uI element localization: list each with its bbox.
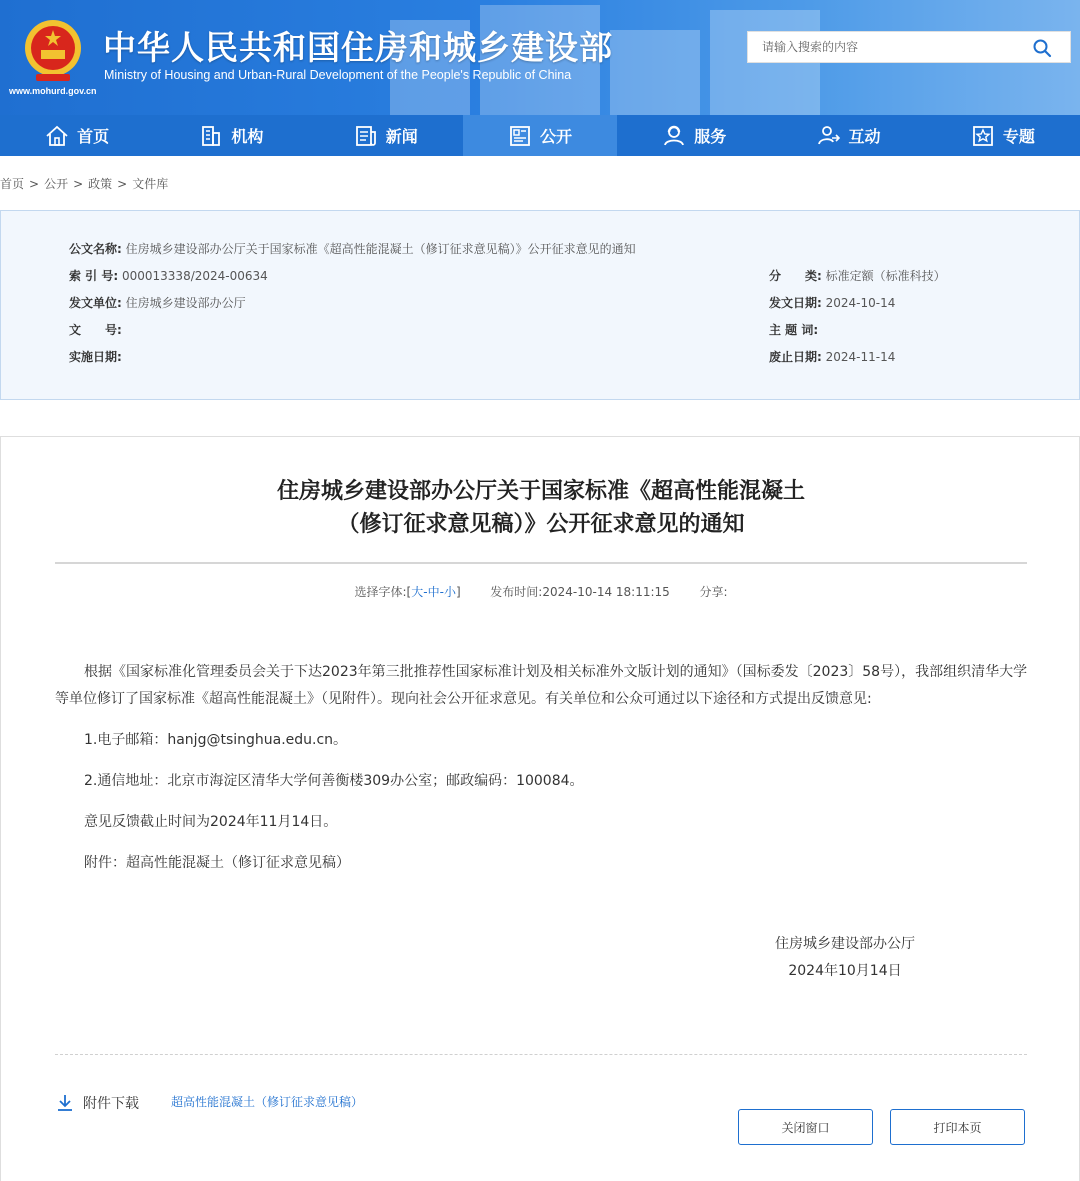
meta-category bbox=[769, 267, 946, 284]
meta-label: 废止日期: bbox=[769, 350, 822, 364]
title-divider bbox=[55, 562, 1027, 564]
nav-label: 机构 bbox=[231, 127, 264, 146]
attachment-download bbox=[55, 1093, 139, 1113]
nav-item-org[interactable] bbox=[154, 115, 308, 156]
nav-item-topic[interactable] bbox=[926, 115, 1080, 156]
meta-label: 主 题 词: bbox=[769, 323, 819, 337]
meta-value: 2024-11-14 bbox=[825, 350, 896, 364]
font-large-link[interactable]: 大 bbox=[411, 585, 424, 599]
paragraph: 根据《国家标准化管理委员会关于下达2023年第三批推荐性国家标准计划及相关标准外文版计划的通知》（国标委发〔2023〕58号），我部组织清华大学等单位修订了国家标准《超高性能混凝土》（见附件）。现向社会公开征求意见。有关单位和公众可通过以下途径和方式提出反馈意见: bbox=[55, 664, 1028, 707]
attachment-divider bbox=[55, 1054, 1027, 1055]
article-body bbox=[55, 659, 1030, 877]
site-header bbox=[0, 0, 1080, 115]
attachment-link[interactable]: 超高性能混凝土（修订征求意见稿） bbox=[171, 1095, 364, 1109]
meta-value: 住房城乡建设部办公厅 bbox=[125, 296, 246, 310]
publish-time: 2024-10-14 18:11:15 bbox=[542, 585, 670, 599]
meta-value: 住房城乡建设部办公厅关于国家标准《超高性能混凝土（修订征求意见稿）》公开征求意见的通知 bbox=[125, 242, 636, 256]
meta-index bbox=[69, 267, 268, 284]
sign-org: 住房城乡建设部办公厅 bbox=[775, 936, 915, 952]
building-icon bbox=[199, 124, 223, 148]
breadcrumb-home[interactable]: 首页 bbox=[0, 177, 25, 191]
meta-label: 实施日期: bbox=[69, 350, 122, 364]
nav-item-interact[interactable] bbox=[771, 115, 925, 156]
sign-date: 2024年10月14日 bbox=[788, 963, 902, 979]
bracket: ] bbox=[455, 585, 461, 599]
close-window-button[interactable]: 关闭窗口 bbox=[738, 1109, 873, 1145]
meta-issuer bbox=[69, 294, 246, 311]
main-nav bbox=[0, 115, 1080, 156]
open-doc-icon bbox=[508, 124, 532, 148]
nav-label: 服务 bbox=[694, 127, 727, 146]
meta-subject bbox=[769, 321, 818, 338]
site-title: 中华人民共和国住房和城乡建设部 bbox=[103, 28, 613, 67]
meta-effective-date bbox=[69, 348, 122, 365]
print-page-button[interactable]: 打印本页 bbox=[890, 1109, 1025, 1145]
nav-label: 公开 bbox=[539, 127, 572, 146]
font-medium-link[interactable]: 中 bbox=[427, 585, 440, 599]
separator: - bbox=[439, 585, 444, 599]
site-url: www.mohurd.gov.cn bbox=[9, 86, 97, 96]
publish-label: 发布时间: bbox=[490, 585, 543, 599]
meta-doc-name bbox=[69, 240, 636, 257]
nav-item-news[interactable] bbox=[309, 115, 463, 156]
document-meta bbox=[0, 210, 1080, 400]
meta-value: 标准定额（标准科技） bbox=[825, 269, 946, 283]
attachment-download-label: 附件下载 bbox=[83, 1096, 139, 1112]
breadcrumb: 首页 > 公开 > 政策 > 文件库 bbox=[0, 177, 169, 191]
paragraph: 意见反馈截止时间为2024年11月14日。 bbox=[84, 814, 338, 830]
nav-label: 首页 bbox=[77, 127, 110, 146]
article-toolbar bbox=[1, 583, 1080, 600]
font-size-label: 选择字体: bbox=[354, 585, 407, 599]
download-icon bbox=[55, 1093, 75, 1113]
meta-label: 分 类: bbox=[769, 269, 822, 283]
news-icon bbox=[354, 124, 378, 148]
home-icon bbox=[45, 124, 69, 148]
meta-label: 索 引 号: bbox=[69, 269, 119, 283]
interact-icon bbox=[817, 124, 841, 148]
search-icon[interactable] bbox=[1032, 38, 1052, 58]
service-icon bbox=[662, 124, 686, 148]
topic-icon bbox=[971, 124, 995, 148]
paragraph: 附件：超高性能混凝土（修订征求意见稿） bbox=[84, 855, 350, 871]
nav-item-service[interactable] bbox=[617, 115, 771, 156]
paragraph: 2.通信地址：北京市海淀区清华大学何善衡楼309办公室；邮政编码：100084。 bbox=[84, 773, 584, 789]
national-emblem-icon bbox=[22, 18, 84, 84]
breadcrumb-open[interactable]: 公开 bbox=[44, 177, 69, 191]
article-title bbox=[1, 475, 1080, 541]
separator: - bbox=[423, 585, 428, 599]
nav-label: 专题 bbox=[1002, 127, 1035, 146]
meta-label: 公文名称: bbox=[69, 242, 122, 256]
search-box bbox=[747, 31, 1071, 63]
bracket: [ bbox=[406, 585, 412, 599]
nav-item-home[interactable] bbox=[0, 115, 154, 156]
share-label: 分享: bbox=[699, 585, 728, 599]
nav-label: 新闻 bbox=[385, 127, 418, 146]
meta-issue-date bbox=[769, 294, 895, 311]
article bbox=[0, 436, 1080, 1181]
meta-value: 000013338/2024-00634 bbox=[121, 269, 268, 283]
breadcrumb-library[interactable]: 文件库 bbox=[132, 177, 169, 191]
site-title-en: Ministry of Housing and Urban-Rural Development of the People's Republic of China bbox=[104, 68, 572, 82]
meta-value: 2024-10-14 bbox=[825, 296, 896, 310]
nav-label: 互动 bbox=[848, 127, 881, 146]
breadcrumb-policy[interactable]: 政策 bbox=[88, 177, 113, 191]
font-small-link[interactable]: 小 bbox=[443, 585, 456, 599]
meta-label: 发文日期: bbox=[769, 296, 822, 310]
nav-item-open[interactable] bbox=[463, 115, 617, 156]
meta-doc-number bbox=[69, 321, 122, 338]
meta-label: 文 号: bbox=[69, 323, 122, 337]
paragraph: 1.电子邮箱：hanjg@tsinghua.edu.cn。 bbox=[84, 732, 348, 748]
meta-expire-date bbox=[769, 348, 895, 365]
article-title-line: 住房城乡建设部办公厅关于国家标准《超高性能混凝土 bbox=[276, 479, 805, 504]
meta-label: 发文单位: bbox=[69, 296, 122, 310]
search-input[interactable] bbox=[748, 32, 1018, 62]
signature-block bbox=[745, 931, 945, 985]
article-title-line: （修订征求意见稿）》公开征求意见的通知 bbox=[337, 512, 745, 537]
